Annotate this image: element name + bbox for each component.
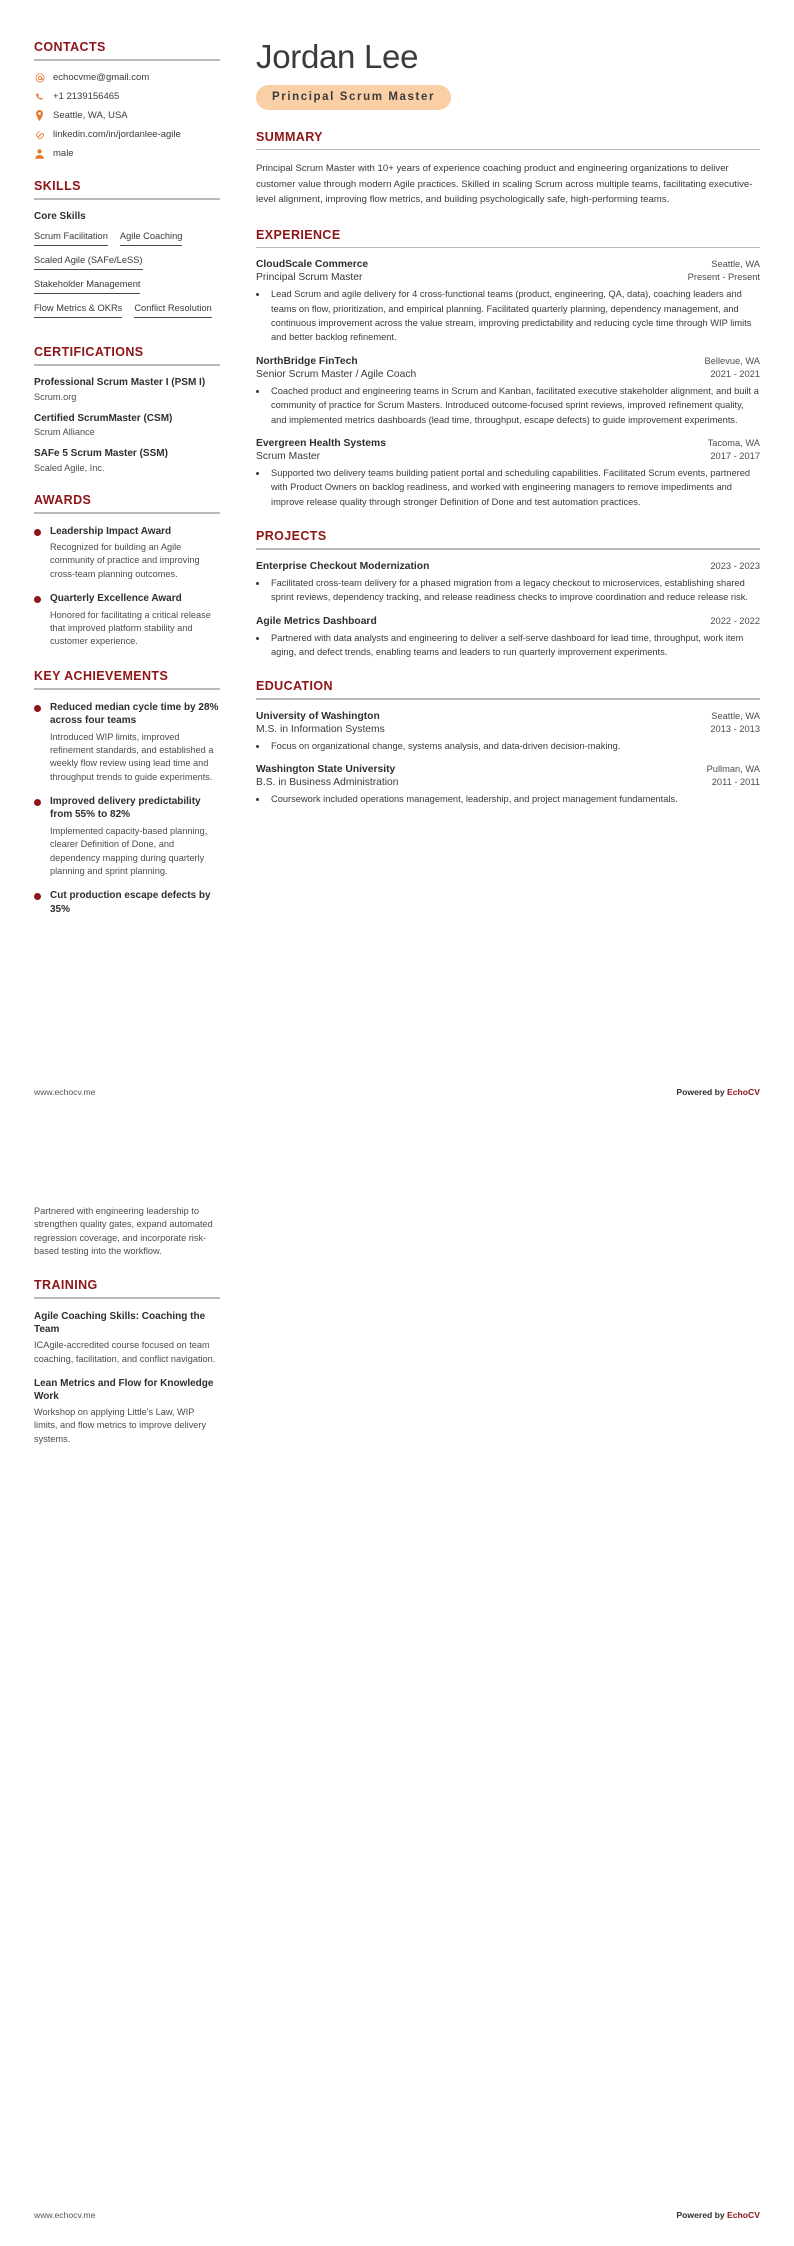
contact-linkedin[interactable]	[34, 129, 220, 140]
education-bullets	[256, 792, 760, 806]
sidebar	[34, 40, 234, 1123]
experience-role: Scrum Master	[256, 451, 321, 463]
experience-date: 2021 - 2021	[710, 368, 760, 379]
summary-heading: SUMMARY	[256, 129, 323, 144]
experience-bullet: • Lead Scrum and agile delivery for 4 cross-functional teams (product, engineering, QA, data), coaching leaders and teams on flow, prioritization, and empirical planning. Facilitated quarterly planning, dependency management, and continuous improvement across the value stream, improving predictability and reducing cycle time through WIP limits and better backlog refinement.	[268, 287, 760, 345]
project-bullet: • Partnered with data analysts and engineering to deliver a self-serve dashboard for lead time, throughput, work item aging, and defect trends, enabling teams and leaders to run quarterly improvement experiments.	[268, 631, 760, 660]
skills-group-title: Core Skills	[34, 211, 86, 222]
experience-role: Senior Scrum Master / Agile Coach	[256, 368, 417, 380]
project-entry	[256, 616, 760, 660]
education-school: Washington State University	[256, 764, 396, 776]
awards-heading: AWARDS	[34, 492, 92, 507]
skills-section	[34, 179, 220, 325]
award-description: Recognized for building an Agile community of practice and improving cross-team planning outcomes.	[50, 542, 200, 579]
footer-brand-name: EchoCV	[727, 2210, 760, 2220]
project-title: Agile Metrics Dashboard	[256, 615, 377, 627]
training-description: ICAgile-accredited course focused on team coaching, facilitation, and conflict navigation.	[34, 1340, 216, 1364]
project-bullet: • Facilitated cross-team delivery for a phased migration from a legacy checkout to microservices, establishing shared sprint reviews, dependency tracking, and release readiness checks to improve coordination and reduce release risk.	[268, 576, 760, 605]
award-description: Honored for facilitating a critical release that improved platform stability and customer experience.	[50, 609, 211, 647]
page-footer	[34, 1087, 760, 1097]
footer-brand-name: EchoCV	[727, 1087, 760, 1097]
skill-item: Flow Metrics & OKRs	[34, 301, 122, 318]
key-achievements-heading: KEY ACHIEVEMENTS	[34, 668, 169, 683]
bullet-dot-icon	[34, 529, 41, 536]
contact-location[interactable]	[34, 110, 220, 121]
certifications-divider	[34, 364, 220, 366]
achievement-description: Implemented capacity-based planning, clearer Definition of Done, and dependency mapping during quarterly planning and sprint planning.	[50, 825, 208, 876]
education-section	[256, 679, 760, 806]
at-icon	[34, 73, 45, 83]
achievement-continuation	[34, 1163, 220, 1258]
award-title: Quarterly Excellence Award	[50, 593, 182, 605]
education-date: 2011 - 2011	[711, 777, 760, 788]
education-bullet: • Focus on organizational change, systems analysis, and data-driven decision-making.	[268, 739, 760, 753]
skill-item: Agile Coaching	[120, 229, 183, 246]
certification-item	[34, 413, 220, 438]
bullet-dot-icon	[34, 893, 41, 900]
experience-location: Seattle, WA	[711, 259, 760, 270]
main-content-continued	[234, 1163, 760, 2246]
certification-org: Scaled Agile, Inc.	[34, 462, 105, 473]
skills-divider	[34, 198, 220, 200]
page-footer	[34, 2210, 760, 2220]
experience-entry	[256, 259, 760, 345]
sidebar-continued	[34, 1163, 234, 2246]
achievement-title: Improved delivery predictability from 55% to 82%	[50, 795, 201, 821]
education-entry	[256, 764, 760, 806]
bullet-dot-icon	[34, 705, 41, 712]
certification-org: Scrum.org	[34, 391, 77, 402]
achievement-description: Introduced WIP limits, improved refinement standards, and established a weekly flow review using lead time and throughput trends to guide experiments.	[50, 731, 214, 782]
project-bullets	[256, 631, 760, 660]
education-date: 2013 - 2013	[710, 723, 760, 734]
projects-section	[256, 529, 760, 659]
project-date: 2022 - 2022	[710, 615, 760, 626]
training-description: Workshop on applying Little's Law, WIP limits, and flow metrics to improve delivery systems.	[34, 1407, 207, 1444]
education-school: University of Washington	[256, 710, 380, 722]
contacts-section	[34, 40, 220, 159]
experience-section	[256, 228, 760, 510]
project-bullets	[256, 576, 760, 605]
key-achievements-divider	[34, 688, 220, 690]
experience-bullets	[256, 384, 760, 427]
education-divider	[256, 698, 760, 700]
footer-powered-by	[676, 1087, 760, 1097]
contact-phone-value: +1 2139156465	[53, 91, 120, 102]
summary-section	[256, 130, 760, 208]
bullet-dot-icon	[34, 596, 41, 603]
experience-entry	[256, 356, 760, 427]
certification-item	[34, 377, 220, 402]
training-item	[34, 1377, 220, 1446]
certification-name: Professional Scrum Master I (PSM I)	[34, 377, 206, 388]
project-entry	[256, 561, 760, 605]
certification-org: Scrum Alliance	[34, 427, 95, 437]
certifications-heading: CERTIFICATIONS	[34, 345, 144, 359]
skill-item: Scaled Agile (SAFe/LeSS)	[34, 253, 143, 270]
skill-item: Stakeholder Management	[34, 277, 140, 294]
certification-name: Certified ScrumMaster (CSM)	[34, 412, 173, 424]
summary-divider	[256, 149, 760, 151]
contact-location-value: Seattle, WA, USA	[53, 110, 128, 121]
education-location: Seattle, WA	[711, 710, 760, 721]
experience-bullet: • Coached product and engineering teams in Scrum and Kanban, facilitated executive stakeholder alignment, and built a community of practice for Scrum Masters. Introduced outcome-focused sprint reviews, improved refinement quality, and implemented metrics dashboards (lead time, throughput, escape defects) to guide improvement experiments.	[268, 384, 760, 427]
education-heading: EDUCATION	[256, 679, 333, 694]
experience-heading: EXPERIENCE	[256, 227, 341, 242]
training-title: Agile Coaching Skills: Coaching the Team	[34, 1311, 206, 1336]
certification-item	[34, 448, 220, 473]
experience-company: CloudScale Commerce	[256, 259, 369, 271]
summary-text: Principal Scrum Master with 10+ years of experience coaching product and engineering organizations to deliver customer value through modern Agile practices. Skilled in scaling Scrum across multiple teams, facilitating executive-level alignment, improving flow metrics, and building psychologically safe, high-performing teams.	[256, 163, 753, 206]
awards-divider	[34, 512, 220, 514]
experience-date: Present - Present	[687, 272, 760, 283]
key-achievements-section	[34, 669, 220, 917]
experience-entry	[256, 438, 760, 509]
education-entry	[256, 711, 760, 753]
achievement-title: Cut production escape defects by 35%	[50, 890, 211, 915]
training-heading: TRAINING	[34, 1278, 98, 1293]
contact-phone[interactable]	[34, 91, 220, 102]
skills-list	[34, 229, 220, 325]
link-icon	[34, 130, 45, 140]
training-title: Lean Metrics and Flow for Knowledge Work	[34, 1378, 214, 1403]
projects-divider	[256, 548, 760, 550]
education-bullet: • Coursework included operations management, leadership, and project management fundamentals.	[268, 792, 760, 806]
project-date: 2023 - 2023	[710, 560, 760, 571]
footer-site-url[interactable]: www.echocv.me	[34, 2210, 96, 2220]
education-bullets	[256, 739, 760, 753]
experience-role: Principal Scrum Master	[256, 272, 363, 284]
resume-page-2	[0, 1123, 794, 2246]
achievement-description-continued: Partnered with engineering leadership to strengthen quality gates, expand automated regression coverage, and incorporate risk-based testing into the workflow.	[34, 1206, 213, 1257]
training-item	[34, 1310, 220, 1366]
awards-section	[34, 493, 220, 649]
contact-email-value: echocvme@gmail.com	[53, 72, 150, 83]
training-section	[34, 1278, 220, 1446]
certification-name: SAFe 5 Scrum Master (SSM)	[34, 448, 168, 459]
award-title: Leadership Impact Award	[50, 525, 172, 537]
skill-item: Scrum Facilitation	[34, 229, 108, 246]
achievement-title: Reduced median cycle time by 28% across four teams	[50, 701, 219, 727]
phone-icon	[34, 92, 45, 102]
experience-bullets	[256, 466, 760, 509]
experience-location: Bellevue, WA	[704, 355, 760, 366]
experience-company: NorthBridge FinTech	[256, 355, 358, 367]
achievement-item	[34, 701, 220, 784]
footer-powered-prefix: Powered by	[676, 2210, 728, 2220]
footer-powered-prefix: Powered by	[676, 1087, 728, 1097]
experience-location: Tacoma, WA	[707, 438, 760, 449]
bullet-dot-icon	[34, 799, 41, 806]
contact-gender-value: male	[53, 148, 74, 159]
footer-site-url[interactable]: www.echocv.me	[34, 1087, 96, 1097]
education-degree: B.S. in Business Administration	[256, 777, 399, 789]
skills-heading: SKILLS	[34, 179, 81, 193]
candidate-role-badge: Principal Scrum Master	[256, 85, 451, 110]
experience-divider	[256, 247, 760, 249]
contact-email[interactable]	[34, 72, 220, 83]
contact-linkedin-value: linkedin.com/in/jordanlee-agile	[53, 129, 181, 140]
certifications-section	[34, 345, 220, 473]
contact-gender	[34, 148, 220, 159]
experience-date: 2017 - 2017	[710, 451, 760, 462]
candidate-name: Jordan Lee	[256, 38, 419, 75]
education-location: Pullman, WA	[706, 764, 760, 775]
award-item	[34, 525, 220, 582]
experience-company: Evergreen Health Systems	[256, 438, 386, 450]
person-icon	[34, 149, 45, 159]
achievement-item	[34, 889, 220, 916]
skill-item: Conflict Resolution	[134, 301, 212, 318]
main-content	[234, 40, 760, 1123]
experience-bullet: • Supported two delivery teams building patient portal and scheduling capabilities. Facilitated Scrum events, partnered with Product Owners on backlog readiness, and worked with engineering managers to remove impediments and improve release quality through stronger Definition of Done and test automation practices.	[268, 466, 760, 509]
contacts-heading: CONTACTS	[34, 40, 106, 54]
achievement-item	[34, 795, 220, 878]
location-pin-icon	[34, 110, 45, 121]
experience-bullets	[256, 287, 760, 345]
project-title: Enterprise Checkout Modernization	[256, 560, 430, 572]
award-item	[34, 592, 220, 649]
education-degree: M.S. in Information Systems	[256, 723, 385, 735]
training-divider	[34, 1297, 220, 1299]
footer-powered-by	[676, 2210, 760, 2220]
projects-heading: PROJECTS	[256, 529, 327, 544]
contacts-divider	[34, 59, 220, 61]
